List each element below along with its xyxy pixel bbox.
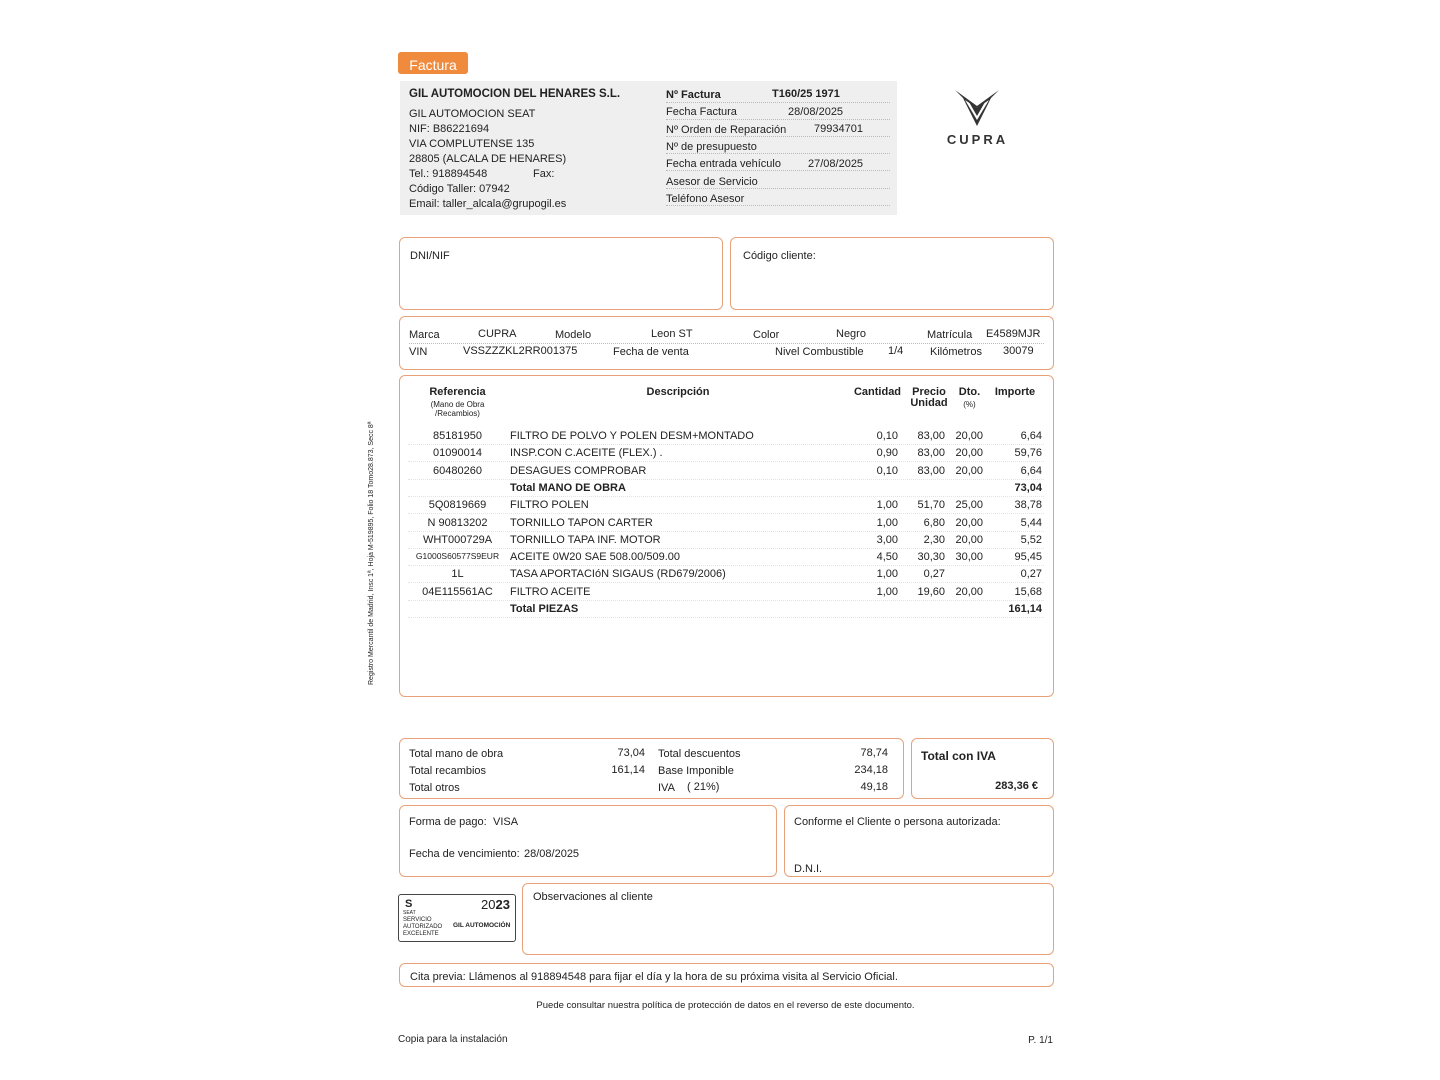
- company-email: Email: taller_alcala@grupogil.es: [409, 198, 567, 210]
- entry-date-label: Fecha entrada vehículo: [666, 158, 781, 170]
- model-value: Leon ST: [651, 328, 693, 340]
- signature-dni-label: D.N.I.: [794, 863, 823, 875]
- row-discount: 25,00: [955, 499, 983, 512]
- row-divider: [408, 617, 1044, 618]
- due-date-label: Fecha de vencimiento:: [409, 848, 520, 860]
- col-price-header: Precio: [912, 386, 946, 398]
- row-unit-price: 83,00: [917, 464, 945, 477]
- badge-line2: AUTORIZADO: [403, 924, 443, 930]
- row-discount: 20,00: [955, 464, 983, 477]
- model-label: Modelo: [555, 329, 592, 341]
- row-divider: [408, 479, 1044, 480]
- row-description: FILTRO DE POLVO Y POLEN DESM+MONTADO: [510, 430, 754, 442]
- row-amount: 6,64: [1020, 464, 1042, 477]
- payment-method-label: Forma de pago:: [409, 816, 487, 828]
- seat-logo-icon: S: [405, 898, 413, 910]
- privacy-notice: Puede consultar nuestra política de protección de datos en el reverso de este documento.: [536, 1000, 915, 1011]
- row-amount: 38,78: [1014, 499, 1042, 512]
- row-description: TORNILLO TAPA INF. MOTOR: [510, 533, 661, 546]
- row-amount: 6,64: [1020, 430, 1042, 442]
- row-reference: 04E115561AC: [422, 585, 493, 598]
- row-description: INSP.CON C.ACEITE (FLEX.) .: [510, 447, 663, 460]
- company-tel: Tel.: 918894548: [409, 168, 488, 180]
- other-total-label: Total otros: [409, 782, 460, 794]
- dni-box: [399, 237, 723, 310]
- invoice-date-label: Fecha Factura: [666, 106, 737, 118]
- row-amount: 0,27: [1020, 568, 1042, 581]
- row-divider: [408, 461, 1044, 462]
- row-description: FILTRO ACEITE: [510, 585, 591, 598]
- invoice-number-label: Nº Factura: [666, 89, 721, 101]
- dni-label: DNI/NIF: [410, 250, 450, 262]
- brand-label: Marca: [409, 329, 440, 341]
- cupra-emblem-icon: [935, 88, 1020, 128]
- km-value: 30079: [1003, 345, 1034, 357]
- row-reference: N 90813202: [427, 516, 488, 529]
- company-address: VIA COMPLUTENSE 135: [409, 138, 535, 150]
- brand-value: CUPRA: [478, 328, 517, 340]
- appointment-box: [399, 963, 1054, 987]
- row-discount: 20,00: [955, 533, 983, 546]
- seat-excellence-badge: [398, 894, 516, 942]
- row-divider: [408, 496, 1044, 497]
- col-price-header-2: Unidad: [910, 397, 948, 409]
- badge-year-b: 23: [495, 897, 510, 912]
- badge-dealer: GIL AUTOMOCIÓN: [453, 922, 511, 929]
- row-divider: [408, 600, 1044, 601]
- badge-seat: SEAT: [403, 910, 416, 916]
- company-city: 28805 (ALCALA DE HENARES): [409, 153, 567, 165]
- company-nif: NIF: B86221694: [409, 123, 490, 135]
- row-discount: 30,00: [955, 551, 983, 564]
- advisor-phone-label: Teléfono Asesor: [666, 193, 745, 205]
- row-reference: 5Q0819669: [428, 499, 487, 512]
- vat-amount: 49,18: [860, 781, 888, 793]
- repair-order-label: Nº Orden de Reparación: [666, 124, 787, 136]
- row-amount: 15,68: [1014, 585, 1042, 598]
- tax-base: 234,18: [854, 764, 888, 776]
- document-type-tag: Factura: [398, 52, 468, 74]
- invoice-number: T160/25 1971: [772, 88, 840, 100]
- payment-method: VISA: [493, 816, 519, 828]
- budget-label: Nº de presupuesto: [666, 141, 757, 153]
- discount-total: 78,74: [860, 747, 888, 759]
- col-ref-sub2: /Recambios): [435, 409, 480, 418]
- row-unit-price: 6,80: [923, 516, 945, 529]
- row-description: TASA APORTACIóN SIGAUS (RD679/2006): [510, 568, 726, 581]
- row-quantity: 0,10: [876, 430, 898, 442]
- badge-line3: EXCELENTE: [403, 931, 439, 937]
- labor-total-label: Total mano de obra: [409, 748, 504, 760]
- row-divider: [408, 548, 1044, 549]
- row-reference: 1L: [451, 568, 464, 581]
- row-unit-price: 19,60: [917, 585, 945, 598]
- payment-box: [399, 805, 777, 877]
- plate-label: Matrícula: [927, 329, 973, 341]
- vehicle-box: [399, 316, 1054, 370]
- parts-total: 161,14: [611, 764, 645, 776]
- vin-value: VSSZZZKL2RR001375: [463, 345, 578, 357]
- row-description: Total MANO DE OBRA: [510, 481, 626, 494]
- row-unit-price: 83,00: [917, 430, 945, 442]
- col-ref-sub1: (Mano de Obra: [430, 400, 485, 409]
- row-amount: 5,44: [1020, 516, 1042, 529]
- row-divider: [408, 582, 1044, 583]
- row-unit-price: 0,27: [923, 568, 945, 581]
- col-ref-header: Referencia: [429, 386, 486, 398]
- row-unit-price: 30,30: [917, 551, 945, 564]
- grand-total-label: Total con IVA: [921, 749, 996, 763]
- col-qty-header: Cantidad: [853, 386, 902, 398]
- row-divider: [408, 444, 1044, 445]
- vat-label: IVA: [658, 782, 675, 794]
- col-discount-header: Dto.: [958, 386, 981, 398]
- badge-year: [481, 897, 510, 912]
- company-taller: Código Taller: 07942: [409, 183, 510, 195]
- entry-date: 27/08/2025: [808, 158, 864, 170]
- row-unit-price: 83,00: [917, 447, 945, 460]
- plate-value: E4589MJR: [986, 328, 1041, 340]
- company-name: GIL AUTOMOCION DEL HENARES S.L.: [409, 88, 621, 100]
- page-number: P. 1/1: [1028, 1035, 1053, 1046]
- row-discount: 20,00: [955, 585, 983, 598]
- row-divider: [408, 531, 1044, 532]
- row-quantity: 1,00: [876, 516, 898, 529]
- row-quantity: 0,90: [876, 447, 898, 460]
- row-discount: 20,00: [955, 447, 983, 460]
- appointment-text: Cita previa: Llámenos al 918894548 para fijar el día y la hora de su próxima visita al Servicio Oficial.: [410, 971, 898, 983]
- row-quantity: 1,00: [876, 499, 898, 512]
- col-amount-header: Importe: [994, 386, 1036, 398]
- client-signature-box: [784, 805, 1054, 877]
- row-reference: 85181950: [433, 430, 482, 442]
- cupra-logo-text: CUPRA: [946, 132, 1009, 147]
- row-description: Total PIEZAS: [510, 603, 579, 615]
- row-unit-price: 2,30: [923, 533, 945, 546]
- observations-label: Observaciones al cliente: [533, 891, 653, 903]
- row-unit-price: 51,70: [917, 499, 945, 512]
- color-label: Color: [753, 329, 780, 341]
- client-code-box: [730, 237, 1054, 310]
- fuel-label: Nivel Combustible: [775, 346, 864, 358]
- row-amount: 59,76: [1014, 447, 1042, 460]
- totals-box: [399, 738, 904, 799]
- row-discount: 20,00: [955, 430, 983, 442]
- row-quantity: 4,50: [876, 551, 898, 564]
- vin-label: VIN: [409, 346, 428, 358]
- row-description: DESAGUES COMPROBAR: [510, 464, 647, 477]
- repair-order: 79934701: [814, 123, 863, 135]
- discount-total-label: Total descuentos: [658, 748, 741, 760]
- cupra-logo: [935, 88, 1020, 148]
- row-quantity: 0,10: [876, 464, 898, 477]
- company-line1: GIL AUTOMOCION SEAT: [409, 108, 536, 120]
- grand-total: 283,36 €: [995, 780, 1038, 792]
- client-code-label: Código cliente:: [743, 250, 816, 262]
- badge-year-a: 20: [481, 897, 496, 912]
- copy-label: Copia para la instalación: [398, 1034, 508, 1045]
- labor-total: 73,04: [617, 747, 645, 759]
- row-amount: 73,04: [1014, 481, 1042, 494]
- km-label: Kilómetros: [930, 346, 982, 358]
- row-description: FILTRO POLEN: [510, 499, 589, 512]
- row-amount: 95,45: [1014, 551, 1042, 564]
- invoice-date: 28/08/2025: [788, 106, 844, 118]
- row-reference: G1000S60577S9EUR: [415, 551, 500, 562]
- tax-base-label: Base Imponible: [658, 765, 734, 777]
- col-discount-sub: (%): [963, 400, 976, 409]
- row-quantity: 3,00: [876, 533, 898, 546]
- sale-date-label: Fecha de venta: [613, 346, 689, 358]
- service-advisor-label: Asesor de Servicio: [666, 176, 758, 188]
- items-table: [399, 375, 1054, 697]
- row-divider: [408, 513, 1044, 514]
- signature-label: Conforme el Cliente o persona autorizada:: [794, 816, 1001, 828]
- row-reference: 01090014: [433, 447, 482, 460]
- due-date: 28/08/2025: [524, 848, 580, 860]
- row-amount: 5,52: [1020, 533, 1042, 546]
- vat-rate: ( 21%): [687, 781, 720, 793]
- row-description: ACEITE 0W20 SAE 508.00/509.00: [510, 551, 680, 564]
- row-reference: 60480260: [433, 464, 482, 477]
- grand-total-box: [911, 738, 1054, 799]
- invoice-header: [400, 81, 897, 215]
- registry-text: Registro Mercantil de Madrid, Insc 1ª, Hoja M-519895, Folio 18 Tomo28.873, Secc 8ª: [368, 421, 375, 685]
- fuel-value: 1/4: [888, 345, 904, 357]
- row-amount: 161,14: [1008, 603, 1042, 615]
- color-value: Negro: [836, 328, 866, 340]
- parts-total-label: Total recambios: [409, 765, 487, 777]
- badge-line1: SERVICIO: [403, 917, 432, 923]
- row-discount: 20,00: [955, 516, 983, 529]
- row-divider: [408, 565, 1044, 566]
- observations-box: [522, 883, 1054, 955]
- company-fax: Fax:: [533, 168, 555, 180]
- row-description: TORNILLO TAPON CARTER: [510, 516, 653, 529]
- row-reference: WHT000729A: [422, 533, 493, 546]
- col-desc-header: Descripción: [646, 386, 710, 398]
- row-quantity: 1,00: [876, 585, 898, 598]
- row-quantity: 1,00: [876, 568, 898, 581]
